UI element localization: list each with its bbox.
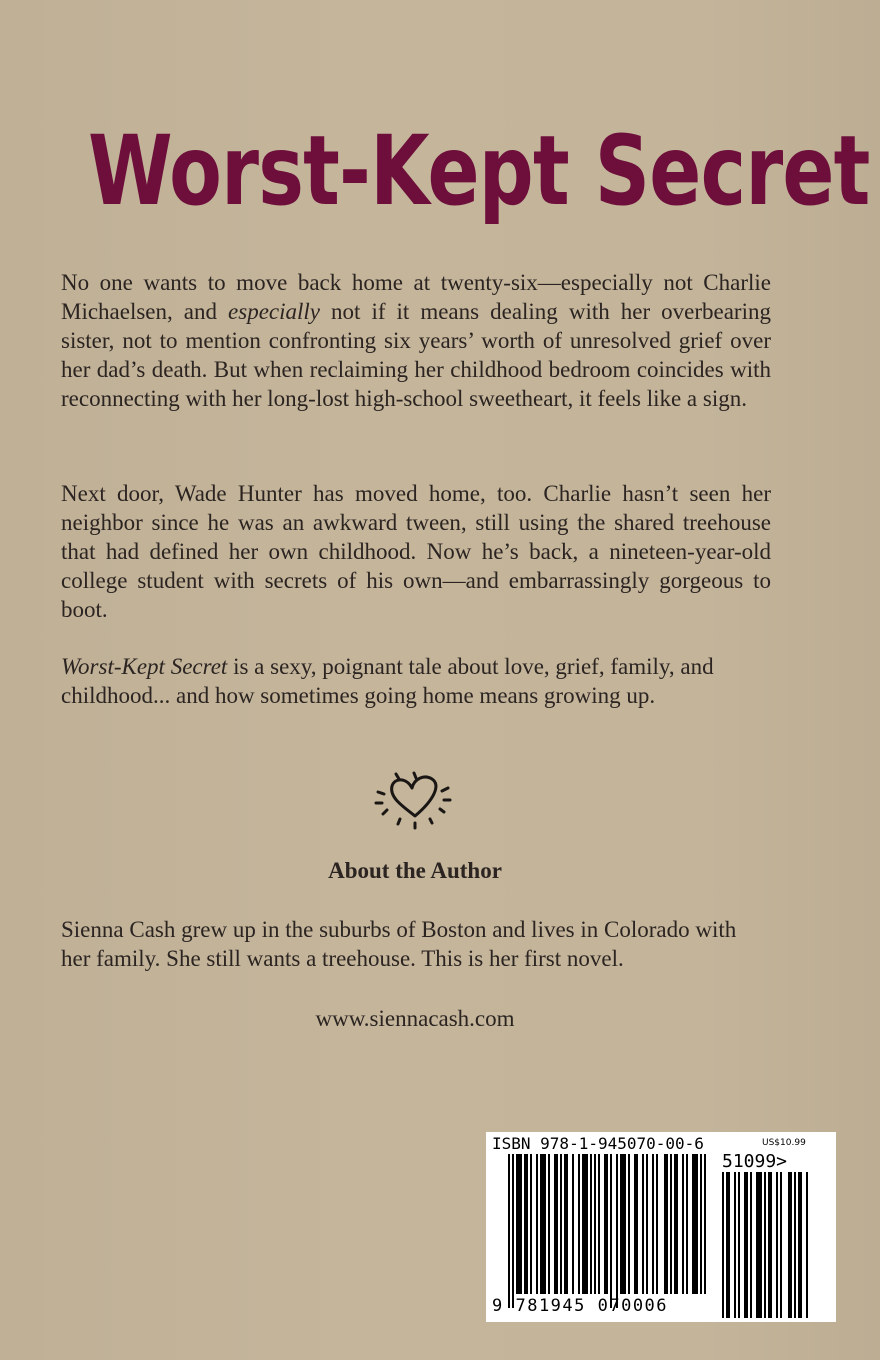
blurb-paragraph-1 bbox=[61, 268, 771, 413]
blurb-paragraph-3 bbox=[61, 652, 771, 710]
addon-barcode-bars bbox=[722, 1172, 822, 1318]
author-bio: Sienna Cash grew up in the suburbs of Boston and lives in Colorado with her family. She still wants a treehouse. This is her first novel. bbox=[61, 917, 737, 971]
blurb-paragraph-2: Next door, Wade Hunter has moved home, too. Charlie hasn’t seen her neighbor since he was an awkward tween, still using the shared treehouse that had defined her own childhood. Now he’s back, a nineteen-year-old college student with secrets of his own—and embarrassingly gorgeous to boot. bbox=[61, 481, 771, 622]
blurb-emphasis: especially bbox=[228, 299, 320, 324]
author-website: www.siennacash.com bbox=[315, 1006, 515, 1031]
blurb-text: not if it means dealing with her overbearing sister, not to mention confronting six years’ worth of unresolved grief over her dad’s death. But when reclaiming her childhood bedroom coincides with reconnecting with her long-lost high-school sweetheart, it feels like a sign. bbox=[61, 299, 771, 411]
barcode-bars bbox=[508, 1154, 708, 1316]
heart-icon bbox=[370, 770, 460, 832]
barcode-digits: 9 781945 070006 bbox=[492, 1296, 669, 1316]
book-title: Worst-Kept Secret bbox=[88, 115, 870, 227]
blurb-text: No one wants to move back home at twenty-six—especially not Charlie Michaelsen, and bbox=[61, 270, 771, 324]
about-author-heading: About the Author bbox=[328, 858, 502, 883]
addon-code: 51099> bbox=[722, 1151, 788, 1172]
blurb-text: is a sexy, poignant tale about love, grief, family, and childhood... and how sometimes going home means growing up. bbox=[61, 654, 714, 708]
price-label: US$10.99 bbox=[762, 1138, 806, 1148]
isbn-label: ISBN 978-1-945070-00-6 bbox=[492, 1134, 704, 1153]
isbn-barcode bbox=[486, 1132, 836, 1322]
book-title-italic: Worst-Kept Secret bbox=[61, 654, 228, 679]
